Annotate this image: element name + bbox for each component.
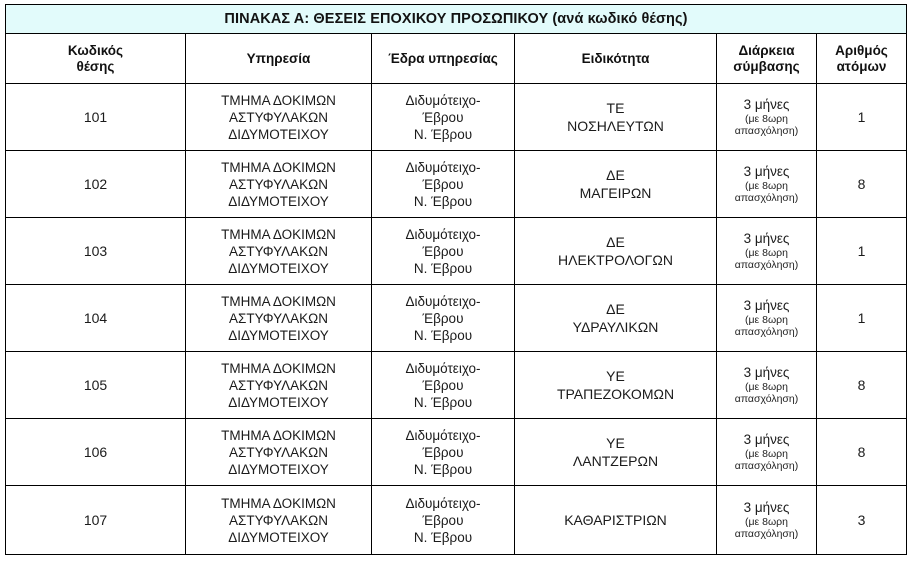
cell-specialty	[515, 84, 717, 151]
cell-service-line2: ΑΣΤΥΦΥΛΑΚΩΝ	[228, 377, 329, 393]
table-body	[6, 84, 907, 555]
cell-specialty-line1: ΥΕ	[606, 368, 625, 384]
table-row	[6, 218, 907, 285]
column-header-row	[6, 34, 907, 84]
cell-duration-sub2: απασχόληση)	[734, 125, 799, 137]
cell-service-line1: ΤΜΗΜΑ ΔΟΚΙΜΩΝ	[221, 92, 336, 108]
cell-seat-line1: Διδυμότειχο-	[405, 495, 481, 511]
table-row	[6, 486, 907, 555]
table-row	[6, 352, 907, 419]
cell-specialty-line1: ΔΕ	[606, 234, 625, 250]
cell-count: 1	[817, 285, 907, 352]
cell-duration	[717, 218, 817, 285]
cell-duration-sub2: απασχόληση)	[734, 259, 799, 271]
cell-duration	[717, 419, 817, 486]
cell-duration-sub1: (με 8ωρη	[745, 381, 788, 393]
cell-specialty	[515, 218, 717, 285]
column-header-count-line1: Αριθμός	[835, 42, 888, 58]
cell-service-line2: ΑΣΤΥΦΥΛΑΚΩΝ	[228, 512, 329, 528]
cell-position-code: 105	[6, 352, 186, 419]
cell-service-line1: ΤΜΗΜΑ ΔΟΚΙΜΩΝ	[221, 427, 336, 443]
cell-specialty-line2: ΤΡΑΠΕΖΟΚΟΜΩΝ	[556, 386, 675, 402]
cell-service-line2: ΑΣΤΥΦΥΛΑΚΩΝ	[228, 444, 329, 460]
cell-seat-line2: Έβρου	[422, 512, 464, 528]
cell-service-line3: ΔΙΔΥΜΟΤΕΙΧΟΥ	[228, 193, 329, 209]
cell-specialty-line2: ΜΑΓΕΙΡΩΝ	[579, 185, 652, 201]
cell-count: 1	[817, 84, 907, 151]
cell-service-line1: ΤΜΗΜΑ ΔΟΚΙΜΩΝ	[221, 159, 336, 175]
cell-duration-sub2: απασχόληση)	[734, 528, 799, 540]
cell-service	[186, 151, 372, 218]
cell-seat-line3: Ν. Έβρου	[413, 260, 473, 276]
table-row	[6, 151, 907, 218]
cell-seat-line2: Έβρου	[422, 377, 464, 393]
cell-specialty-line2: ΝΟΣΗΛΕΥΤΩΝ	[567, 118, 664, 134]
cell-seat	[372, 352, 515, 419]
cell-count: 8	[817, 151, 907, 218]
table-title: ΠΙΝΑΚΑΣ Α: ΘΕΣΕΙΣ ΕΠΟΧΙΚΟΥ ΠΡΟΣΩΠΙΚΟΥ (ανά κωδικό θέσης)	[6, 5, 907, 34]
cell-service-line2: ΑΣΤΥΦΥΛΑΚΩΝ	[228, 310, 329, 326]
cell-service-line2: ΑΣΤΥΦΥΛΑΚΩΝ	[228, 109, 329, 125]
cell-seat	[372, 218, 515, 285]
cell-seat	[372, 419, 515, 486]
cell-duration	[717, 285, 817, 352]
cell-seat-line2: Έβρου	[422, 444, 464, 460]
cell-duration-sub2: απασχόληση)	[734, 460, 799, 472]
cell-service-line1: ΤΜΗΜΑ ΔΟΚΙΜΩΝ	[221, 360, 336, 376]
cell-duration-main: 3 μήνες	[743, 164, 790, 179]
cell-seat	[372, 285, 515, 352]
cell-service-line1: ΤΜΗΜΑ ΔΟΚΙΜΩΝ	[221, 226, 336, 242]
cell-service-line3: ΔΙΔΥΜΟΤΕΙΧΟΥ	[228, 394, 329, 410]
column-header-seat-line1: Έδρα υπηρεσίας	[388, 50, 498, 66]
cell-seat-line3: Ν. Έβρου	[413, 126, 473, 142]
cell-duration-sub2: απασχόληση)	[734, 393, 799, 405]
cell-position-code: 107	[6, 486, 186, 555]
cell-duration-sub1: (με 8ωρη	[745, 314, 788, 326]
table-row	[6, 84, 907, 151]
cell-specialty-line2: ΛΑΝΤΖΕΡΩΝ	[572, 453, 659, 469]
cell-service	[186, 352, 372, 419]
column-header-specialty	[515, 34, 717, 84]
cell-seat-line1: Διδυμότειχο-	[405, 293, 481, 309]
cell-specialty	[515, 285, 717, 352]
cell-duration	[717, 84, 817, 151]
cell-service-line2: ΑΣΤΥΦΥΛΑΚΩΝ	[228, 176, 329, 192]
cell-count: 1	[817, 218, 907, 285]
cell-service-line1: ΤΜΗΜΑ ΔΟΚΙΜΩΝ	[221, 293, 336, 309]
cell-duration-sub1: (με 8ωρη	[745, 247, 788, 259]
cell-position-code: 101	[6, 84, 186, 151]
cell-service-line3: ΔΙΔΥΜΟΤΕΙΧΟΥ	[228, 260, 329, 276]
seasonal-positions-table	[5, 4, 907, 555]
cell-seat	[372, 486, 515, 555]
cell-seat-line3: Ν. Έβρου	[413, 461, 473, 477]
cell-service-line2: ΑΣΤΥΦΥΛΑΚΩΝ	[228, 243, 329, 259]
column-header-duration-line2: σύμβασης	[733, 58, 800, 74]
cell-service	[186, 84, 372, 151]
cell-specialty-line2: ΗΛΕΚΤΡΟΛΟΓΩΝ	[558, 252, 673, 268]
cell-duration-main: 3 μήνες	[743, 97, 790, 112]
cell-duration-main: 3 μήνες	[743, 298, 790, 313]
table-row	[6, 419, 907, 486]
cell-seat	[372, 84, 515, 151]
column-header-duration	[717, 34, 817, 84]
cell-duration-sub1: (με 8ωρη	[745, 448, 788, 460]
cell-specialty	[515, 419, 717, 486]
cell-specialty-line2: ΥΔΡΑΥΛΙΚΩΝ	[572, 319, 659, 335]
cell-seat-line3: Ν. Έβρου	[413, 193, 473, 209]
cell-duration-main: 3 μήνες	[743, 500, 790, 515]
cell-specialty-line2: ΚΑΘΑΡΙΣΤΡΙΩΝ	[564, 512, 667, 528]
cell-seat-line2: Έβρου	[422, 109, 464, 125]
cell-duration-main: 3 μήνες	[743, 432, 790, 447]
cell-service-line3: ΔΙΔΥΜΟΤΕΙΧΟΥ	[228, 461, 329, 477]
cell-position-code: 102	[6, 151, 186, 218]
cell-seat-line1: Διδυμότειχο-	[405, 159, 481, 175]
cell-seat-line3: Ν. Έβρου	[413, 394, 473, 410]
cell-duration-sub1: (με 8ωρη	[745, 113, 788, 125]
column-header-count-line2: ατόμων	[836, 58, 887, 74]
cell-seat-line3: Ν. Έβρου	[413, 327, 473, 343]
cell-seat-line1: Διδυμότειχο-	[405, 427, 481, 443]
cell-position-code: 103	[6, 218, 186, 285]
cell-seat-line3: Ν. Έβρου	[413, 529, 473, 545]
cell-specialty-line1: ΥΕ	[606, 435, 625, 451]
cell-count: 8	[817, 419, 907, 486]
column-header-service	[186, 34, 372, 84]
cell-duration-main: 3 μήνες	[743, 231, 790, 246]
cell-service-line3: ΔΙΔΥΜΟΤΕΙΧΟΥ	[228, 529, 329, 545]
cell-position-code: 104	[6, 285, 186, 352]
cell-seat	[372, 151, 515, 218]
table-header	[6, 5, 907, 84]
column-header-count	[817, 34, 907, 84]
column-header-service-line1: Υπηρεσία	[246, 50, 311, 66]
cell-seat-line2: Έβρου	[422, 243, 464, 259]
cell-seat-line1: Διδυμότειχο-	[405, 92, 481, 108]
column-header-code-line2: θέσης	[76, 58, 115, 74]
table-title-row	[6, 5, 907, 34]
cell-seat-line1: Διδυμότειχο-	[405, 226, 481, 242]
cell-specialty-line1: ΔΕ	[606, 167, 625, 183]
column-header-code	[6, 34, 186, 84]
cell-duration	[717, 352, 817, 419]
cell-specialty-line1: ΤΕ	[606, 100, 625, 116]
column-header-duration-line1: Διάρκεια	[738, 42, 795, 58]
table-row	[6, 285, 907, 352]
cell-duration	[717, 486, 817, 555]
cell-service-line1: ΤΜΗΜΑ ΔΟΚΙΜΩΝ	[221, 495, 336, 511]
cell-count: 8	[817, 352, 907, 419]
cell-seat-line2: Έβρου	[422, 176, 464, 192]
cell-service	[186, 218, 372, 285]
cell-service-line3: ΔΙΔΥΜΟΤΕΙΧΟΥ	[228, 327, 329, 343]
cell-duration-sub2: απασχόληση)	[734, 326, 799, 338]
cell-duration-sub2: απασχόληση)	[734, 192, 799, 204]
cell-duration-sub1: (με 8ωρη	[745, 180, 788, 192]
cell-position-code: 106	[6, 419, 186, 486]
cell-service	[186, 486, 372, 555]
cell-service	[186, 419, 372, 486]
cell-specialty	[515, 352, 717, 419]
cell-duration-main: 3 μήνες	[743, 365, 790, 380]
cell-seat-line2: Έβρου	[422, 310, 464, 326]
cell-service	[186, 285, 372, 352]
cell-specialty	[515, 486, 717, 555]
column-header-code-line1: Κωδικός	[67, 42, 124, 58]
cell-duration-sub1: (με 8ωρη	[745, 516, 788, 528]
column-header-seat	[372, 34, 515, 84]
cell-duration	[717, 151, 817, 218]
cell-specialty	[515, 151, 717, 218]
column-header-specialty-line1: Ειδικότητα	[581, 50, 650, 66]
cell-specialty-line1: ΔΕ	[606, 301, 625, 317]
cell-count: 3	[817, 486, 907, 555]
cell-service-line3: ΔΙΔΥΜΟΤΕΙΧΟΥ	[228, 126, 329, 142]
cell-seat-line1: Διδυμότειχο-	[405, 360, 481, 376]
